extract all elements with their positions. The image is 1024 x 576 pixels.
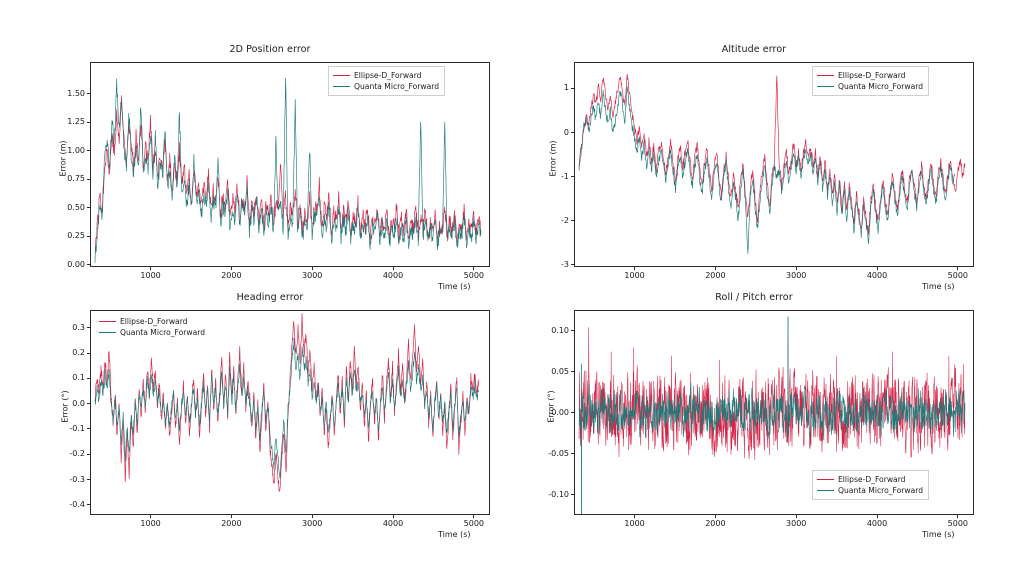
x-tick-mark xyxy=(877,267,878,270)
y-tick-mark xyxy=(87,150,90,151)
x-axis-label: Time (s) xyxy=(438,282,471,291)
y-tick-label: -0.4 xyxy=(69,499,85,509)
x-tick-mark xyxy=(312,515,313,518)
y-tick-label: 0.0 xyxy=(72,398,85,408)
y-tick-label: 0.10 xyxy=(551,325,569,335)
x-tick-mark xyxy=(715,515,716,518)
y-tick-label: -0.1 xyxy=(69,423,85,433)
x-tick-label: 5000 xyxy=(463,519,484,528)
legend-swatch-quanta xyxy=(817,86,834,87)
legend-roll-pitch xyxy=(812,470,929,500)
y-tick-mark xyxy=(87,403,90,404)
y-axis-label: Error (°) xyxy=(546,390,556,423)
x-tick-label: 3000 xyxy=(302,271,323,280)
x-tick-label: 4000 xyxy=(382,271,404,280)
x-tick-label: 2000 xyxy=(705,519,726,528)
legend-label: Ellipse-D_Forward xyxy=(354,71,422,80)
y-tick-label: 0.2 xyxy=(72,348,85,358)
x-tick-mark xyxy=(877,515,878,518)
y-tick-label: 0.00 xyxy=(551,407,569,417)
x-tick-label: 1000 xyxy=(624,519,645,528)
x-axis-label: Time (s) xyxy=(438,530,471,539)
y-tick-label: 1.25 xyxy=(67,117,85,127)
y-tick-mark xyxy=(571,132,574,133)
legend-swatch-quanta xyxy=(99,332,116,333)
legend-label: Ellipse-D_Forward xyxy=(120,317,188,326)
y-tick-mark xyxy=(571,412,574,413)
x-tick-label: 4000 xyxy=(866,271,888,280)
x-tick-mark xyxy=(312,267,313,270)
legend-altitude xyxy=(812,66,929,96)
x-tick-label: 1000 xyxy=(140,519,161,528)
series-line xyxy=(579,87,955,254)
x-tick-label: 4000 xyxy=(866,519,888,528)
x-tick-mark xyxy=(957,267,958,270)
legend-label: Quanta Micro_Forward xyxy=(354,82,440,91)
y-axis-label: Error (m) xyxy=(548,140,558,177)
y-axis-label: Error (°) xyxy=(60,390,70,423)
x-tick-mark xyxy=(796,267,797,270)
y-tick-mark xyxy=(571,330,574,331)
panel-title: Altitude error xyxy=(721,44,787,55)
y-tick-mark xyxy=(87,122,90,123)
y-tick-label: -0.10 xyxy=(548,489,569,499)
x-tick-label: 5000 xyxy=(463,271,484,280)
y-tick-label: 0.1 xyxy=(72,373,85,383)
y-tick-label: 1.00 xyxy=(67,145,85,155)
y-tick-label: -3 xyxy=(561,259,569,269)
x-tick-mark xyxy=(796,515,797,518)
y-tick-mark xyxy=(571,88,574,89)
y-tick-label: -0.05 xyxy=(548,448,569,458)
y-tick-label: 0.00 xyxy=(67,259,85,269)
y-tick-mark xyxy=(571,220,574,221)
panel-title: 2D Position error xyxy=(229,44,311,55)
x-tick-mark xyxy=(231,267,232,270)
x-tick-mark xyxy=(715,267,716,270)
x-tick-label: 5000 xyxy=(947,519,968,528)
y-tick-mark xyxy=(87,504,90,505)
y-tick-label: 1 xyxy=(563,83,569,93)
y-tick-mark xyxy=(87,428,90,429)
panel-roll-pitch xyxy=(524,292,984,542)
y-tick-label: -2 xyxy=(561,215,569,225)
panel-title: Roll / Pitch error xyxy=(715,292,793,303)
y-tick-mark xyxy=(87,236,90,237)
legend-swatch-quanta xyxy=(817,490,834,491)
y-tick-mark xyxy=(571,453,574,454)
y-tick-mark xyxy=(571,371,574,372)
legend-row xyxy=(817,70,923,81)
x-tick-mark xyxy=(473,267,474,270)
x-tick-mark xyxy=(150,267,151,270)
x-axis-label: Time (s) xyxy=(922,282,955,291)
series-line xyxy=(579,74,965,235)
legend-swatch-quanta xyxy=(333,86,350,87)
panel-altitude xyxy=(524,44,984,294)
legend-label: Quanta Micro_Forward xyxy=(838,82,924,91)
x-axis-label: Time (s) xyxy=(922,530,955,539)
x-tick-mark xyxy=(634,267,635,270)
y-axis-label: Error (m) xyxy=(58,140,68,177)
y-tick-mark xyxy=(571,264,574,265)
x-tick-mark xyxy=(634,515,635,518)
legend-heading xyxy=(94,312,211,342)
legend-row xyxy=(817,485,923,496)
y-tick-mark xyxy=(87,327,90,328)
legend-row xyxy=(817,81,923,92)
legend-swatch-ellipse xyxy=(817,479,834,480)
legend-row xyxy=(333,81,439,92)
y-tick-label: 0.50 xyxy=(67,202,85,212)
x-tick-label: 5000 xyxy=(947,271,968,280)
panel-heading xyxy=(40,292,500,542)
y-tick-mark xyxy=(571,176,574,177)
x-tick-mark xyxy=(393,515,394,518)
y-tick-mark xyxy=(87,353,90,354)
x-tick-mark xyxy=(150,515,151,518)
x-tick-mark xyxy=(473,515,474,518)
legend-row xyxy=(817,474,923,485)
y-tick-mark xyxy=(87,378,90,379)
x-tick-label: 3000 xyxy=(786,519,807,528)
legend-label: Ellipse-D_Forward xyxy=(838,475,906,484)
legend-row xyxy=(99,316,205,327)
legend-label: Quanta Micro_Forward xyxy=(120,328,206,337)
x-tick-mark xyxy=(231,515,232,518)
legend-label: Ellipse-D_Forward xyxy=(838,71,906,80)
legend-row xyxy=(333,70,439,81)
legend-position-2d xyxy=(328,66,445,96)
legend-swatch-ellipse xyxy=(99,321,116,322)
y-tick-label: -1 xyxy=(561,171,569,181)
x-tick-label: 2000 xyxy=(221,519,242,528)
legend-label: Quanta Micro_Forward xyxy=(838,486,924,495)
y-tick-label: 0.25 xyxy=(67,231,85,241)
legend-swatch-ellipse xyxy=(333,75,350,76)
x-tick-label: 2000 xyxy=(705,271,726,280)
y-tick-mark xyxy=(87,93,90,94)
y-tick-label: 0.05 xyxy=(551,366,569,376)
y-tick-label: -0.2 xyxy=(69,449,85,459)
y-tick-label: 0 xyxy=(563,127,569,137)
y-tick-mark xyxy=(87,479,90,480)
y-tick-label: 1.50 xyxy=(67,88,85,98)
y-tick-mark xyxy=(571,494,574,495)
y-tick-mark xyxy=(87,179,90,180)
x-tick-label: 3000 xyxy=(786,271,807,280)
y-tick-mark xyxy=(87,454,90,455)
y-tick-label: -0.3 xyxy=(69,474,85,484)
y-tick-mark xyxy=(87,207,90,208)
y-tick-label: 0.75 xyxy=(67,174,85,184)
x-tick-label: 1000 xyxy=(140,271,161,280)
legend-row xyxy=(99,327,205,338)
legend-swatch-ellipse xyxy=(817,75,834,76)
y-tick-mark xyxy=(87,264,90,265)
x-tick-mark xyxy=(957,515,958,518)
x-tick-label: 2000 xyxy=(221,271,242,280)
x-tick-label: 1000 xyxy=(624,271,645,280)
panel-title: Heading error xyxy=(236,292,304,303)
x-tick-label: 3000 xyxy=(302,519,323,528)
panel-position-2d xyxy=(40,44,500,294)
y-tick-label: 0.3 xyxy=(72,322,85,332)
x-tick-mark xyxy=(393,267,394,270)
x-tick-label: 4000 xyxy=(382,519,404,528)
